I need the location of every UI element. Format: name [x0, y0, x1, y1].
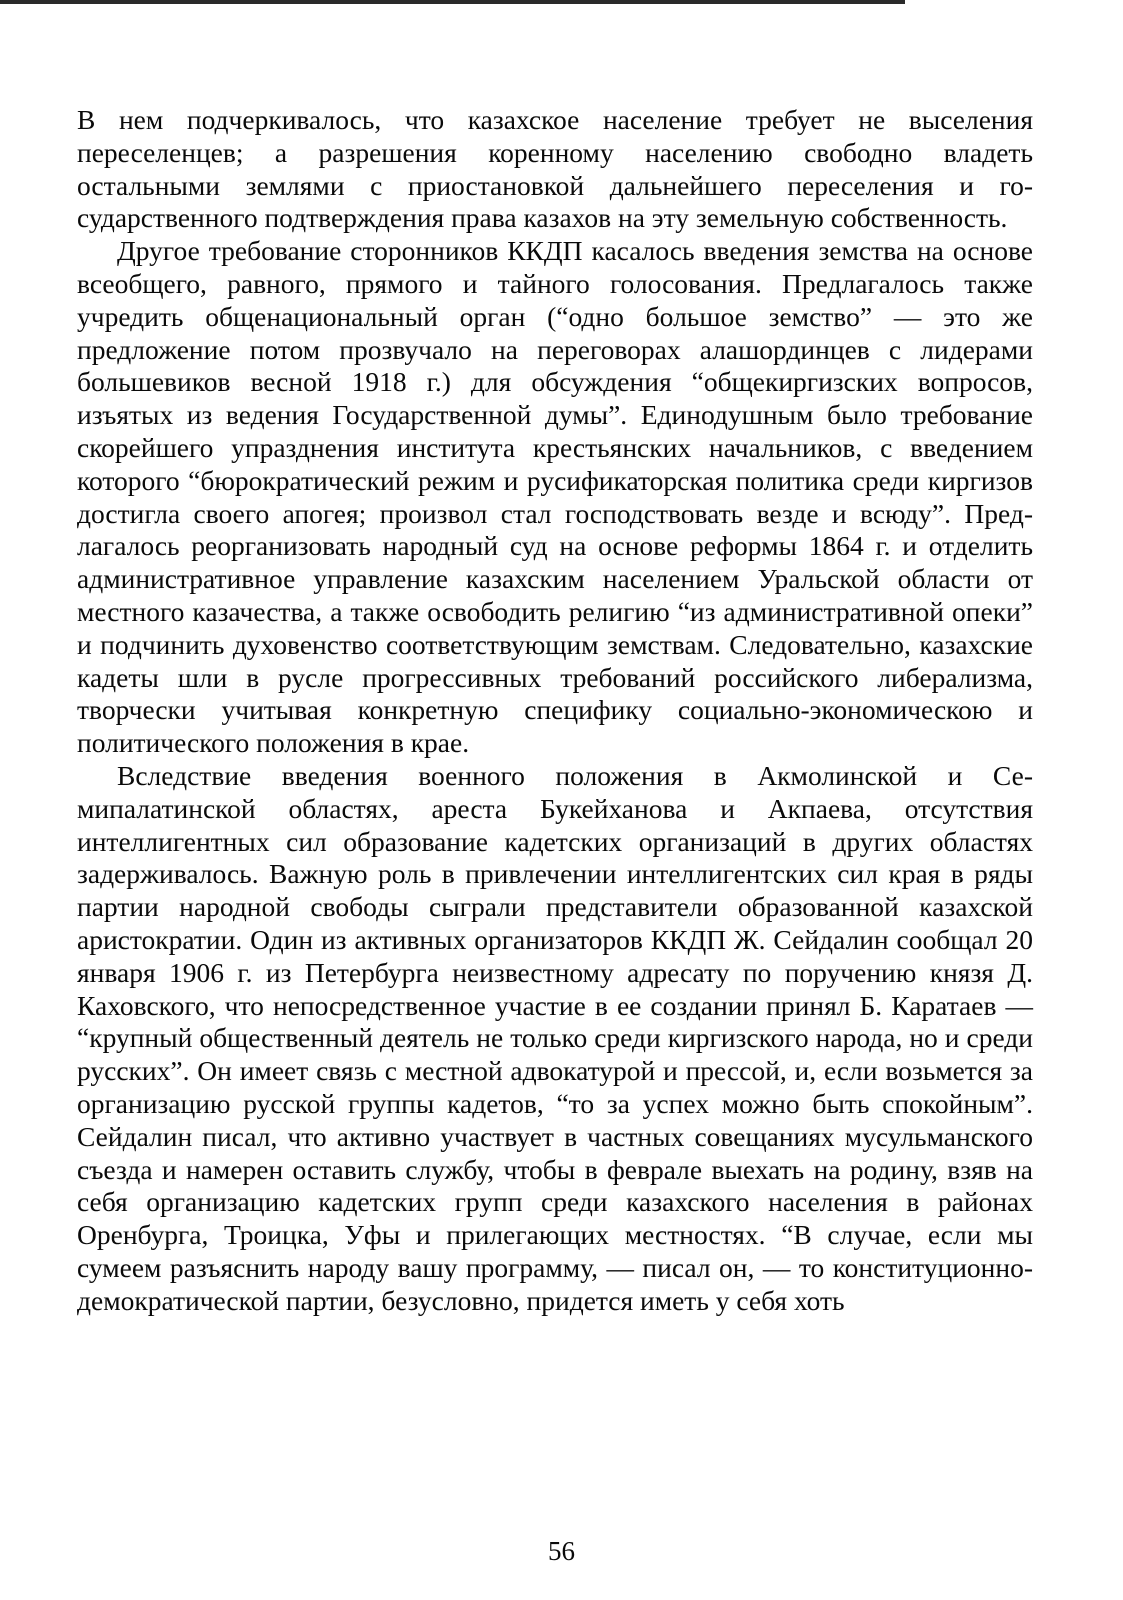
paragraph-3: Вследствие введения военного положения в Акмолинской и Семипалатинской областях, ареста Букейханова и Акпаева, отсутствия интеллигентных сил образование кадетских организаций в других областях задерживалось. Важную роль в привлечении интеллигентских сил края в ряды партии народной свободы сыграли представители образованной казахской аристократии. Один из активных организаторов ККДП Ж. Сейдалин сообщал 20 января 1906 г. из Петербурга неизвестному адресату по поручению князя Д. Каховского, что непосредственное участие в ее создании принял Б. Каратаев — “крупный общественный деятель не только среди киргизского народа, но и среди русских”. Он имеет связь с местной адвокатурой и прессой, и, если возьмется за организацию русской группы кадетов, “то за успех можно быть спокойным”. Сейдалин писал, что активно участвует в частных совещаниях мусульманского съезда и намерен оставить службу, чтобы в феврале выехать на родину, взяв на себя организацию кадетских групп среди казахского населения в районах Оренбурга, Троицка, Уфы и прилегающих местностях. “В случае, если мы сумеем разъяснить народу вашу программу, — писал он, — то конституционно-демократической партии, безусловно, придется иметь у себя хоть: [77, 759, 1033, 1316]
page-number: 56: [548, 1536, 575, 1566]
page-body: [77, 104, 1033, 1317]
paragraph-2: Другое требование сторонников ККДП касалось введения земства на основе всеобщего, равного, прямого и тайного голосования. Предлагалось также учредить общенациональный орган (“одно большое земство” — это же предложение потом прозвучало на переговорах алашординцев с лидерами большевиков весной 1918 г.) для обсуждения “общекиргизских вопросов, изъятых из ведения Государственной думы”. Единодушным было требование скорейшего упразднения института крестьянских начальников, с введением которого “бюрократический режим и русификаторская политика среди киргизов достигла своего апогея; произвол стал господствовать везде и всюду”. Предлагалось реорганизовать народный суд на основе реформы 1864 г. и отделить административное управление казахским населением Уральской области от местного казачества, а также освободить религию “из административной опеки” и подчинить духовенство соответствующим земствам. Следовательно, казахские кадеты шли в русле прогрессивных требований российского либерализма, творчески учитывая конкретную специфику социально-экономическою и политического положения в крае.: [77, 235, 1033, 759]
scan-edge-line: [0, 0, 905, 4]
paragraph-1: В нем подчеркивалось, что казахское население требует не выселения переселенцев; а разрешения коренному населению свободно владеть остальными землями с приостановкой дальнейшего переселения и государственного подтверждения права казахов на эту земельную собственность.: [77, 104, 1033, 234]
